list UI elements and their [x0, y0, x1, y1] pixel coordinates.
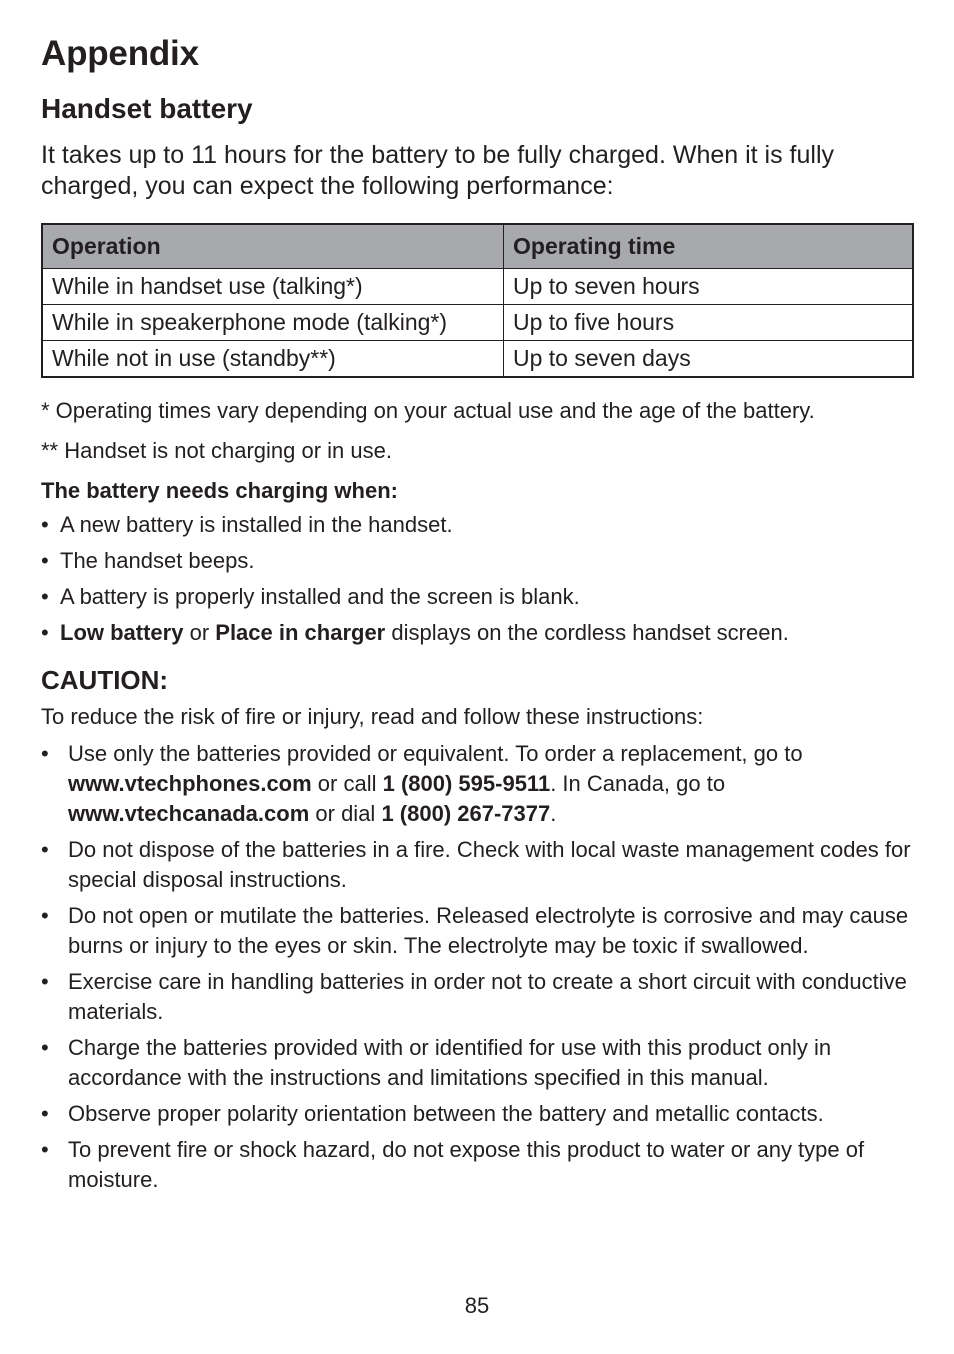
table-cell: Up to seven days	[504, 341, 914, 378]
list-item-text: or call	[311, 771, 383, 796]
table-cell: While in handset use (talking*)	[42, 269, 504, 305]
battery-performance-table	[41, 223, 914, 378]
list-item-text: A battery is properly installed and the screen is blank.	[60, 584, 580, 609]
page-number: 85	[464, 1293, 490, 1318]
us-phone-number: 1 (800) 595-9511	[382, 771, 551, 796]
table-row	[42, 341, 913, 378]
table-cell: While in speakerphone mode (talking*)	[42, 305, 504, 341]
list-item-text: To prevent fire or shock hazard, do not expose this product to water or any type of moisture.	[68, 1137, 865, 1192]
bullet-icon: •	[41, 620, 49, 645]
list-item-text: A new battery is installed in the handset.	[60, 512, 453, 537]
bullet-icon: •	[41, 1101, 49, 1126]
list-item	[41, 901, 913, 961]
list-item-text: Do not open or mutilate the batteries. Released electrolyte is corrosive and may cause burns or injury to the eyes or skin. The electrolyte may be toxic if swallowed.	[68, 903, 909, 958]
list-item	[41, 739, 913, 829]
page-title: Appendix	[41, 34, 199, 73]
table-cell: Up to seven hours	[504, 269, 914, 305]
footnote-standby: ** Handset is not charging or in use.	[41, 438, 392, 463]
caution-list	[41, 739, 913, 1195]
list-item-text: The handset beeps.	[60, 548, 255, 573]
table-cell: Up to five hours	[504, 305, 914, 341]
list-item	[41, 967, 913, 1027]
list-item	[41, 1135, 913, 1195]
list-item-text: Observe proper polarity orientation between the battery and metallic contacts.	[68, 1101, 824, 1126]
section-title: Handset battery	[41, 93, 253, 124]
vtechphones-url: www.vtechphones.com	[68, 771, 312, 796]
list-item-text: Charge the batteries provided with or identified for use with this product only in accordance with the instructions and limitations specified in this manual.	[68, 1035, 832, 1090]
list-item	[41, 511, 913, 539]
bullet-icon: •	[41, 837, 49, 862]
list-item-text: . In Canada, go to	[550, 771, 726, 796]
list-item	[41, 547, 913, 575]
list-item	[41, 835, 913, 895]
canada-phone-number: 1 (800) 267-7377	[381, 801, 551, 826]
table-cell: While not in use (standby**)	[42, 341, 504, 378]
table-row	[42, 305, 913, 341]
table-header-operating-time: Operating time	[504, 224, 914, 269]
list-item-text: Use only the batteries provided or equivalent. To order a replacement, go to	[68, 741, 803, 766]
table-header-row	[42, 224, 913, 269]
bullet-icon: •	[41, 741, 49, 766]
list-item	[41, 583, 913, 611]
table-row	[42, 269, 913, 305]
list-item-text: or	[183, 620, 216, 645]
list-item-text: or dial	[309, 801, 382, 826]
list-item	[41, 1099, 913, 1129]
bullet-icon: •	[41, 548, 49, 573]
list-item-text: .	[550, 801, 557, 826]
charging-list	[41, 511, 913, 647]
bullet-icon: •	[41, 512, 49, 537]
footnote-operating-times: * Operating times vary depending on your actual use and the age of the battery.	[41, 398, 815, 423]
charging-heading: The battery needs charging when:	[41, 478, 398, 503]
page-content	[41, 30, 913, 1201]
place-in-charger-label: Place in charger	[215, 620, 386, 645]
bullet-icon: •	[41, 1137, 49, 1162]
caution-intro: To reduce the risk of fire or injury, read and follow these instructions:	[41, 704, 704, 729]
caution-heading: CAUTION:	[41, 665, 169, 695]
list-item-text: displays on the cordless handset screen.	[385, 620, 789, 645]
list-item-text: Exercise care in handling batteries in order not to create a short circuit with conductive materials.	[68, 969, 907, 1024]
table-header-operation: Operation	[42, 224, 504, 269]
list-item-text: Do not dispose of the batteries in a fire. Check with local waste management codes for special disposal instructions.	[68, 837, 911, 892]
list-item	[41, 1033, 913, 1093]
intro-paragraph: It takes up to 11 hours for the battery to be fully charged. When it is fully charged, you can expect the following performance:	[41, 141, 835, 200]
list-item	[41, 619, 913, 647]
bullet-icon: •	[41, 969, 49, 994]
bullet-icon: •	[41, 1035, 49, 1060]
vtechcanada-url: www.vtechcanada.com	[68, 801, 310, 826]
bullet-icon: •	[41, 584, 49, 609]
bullet-icon: •	[41, 903, 49, 928]
low-battery-label: Low battery	[60, 620, 184, 645]
